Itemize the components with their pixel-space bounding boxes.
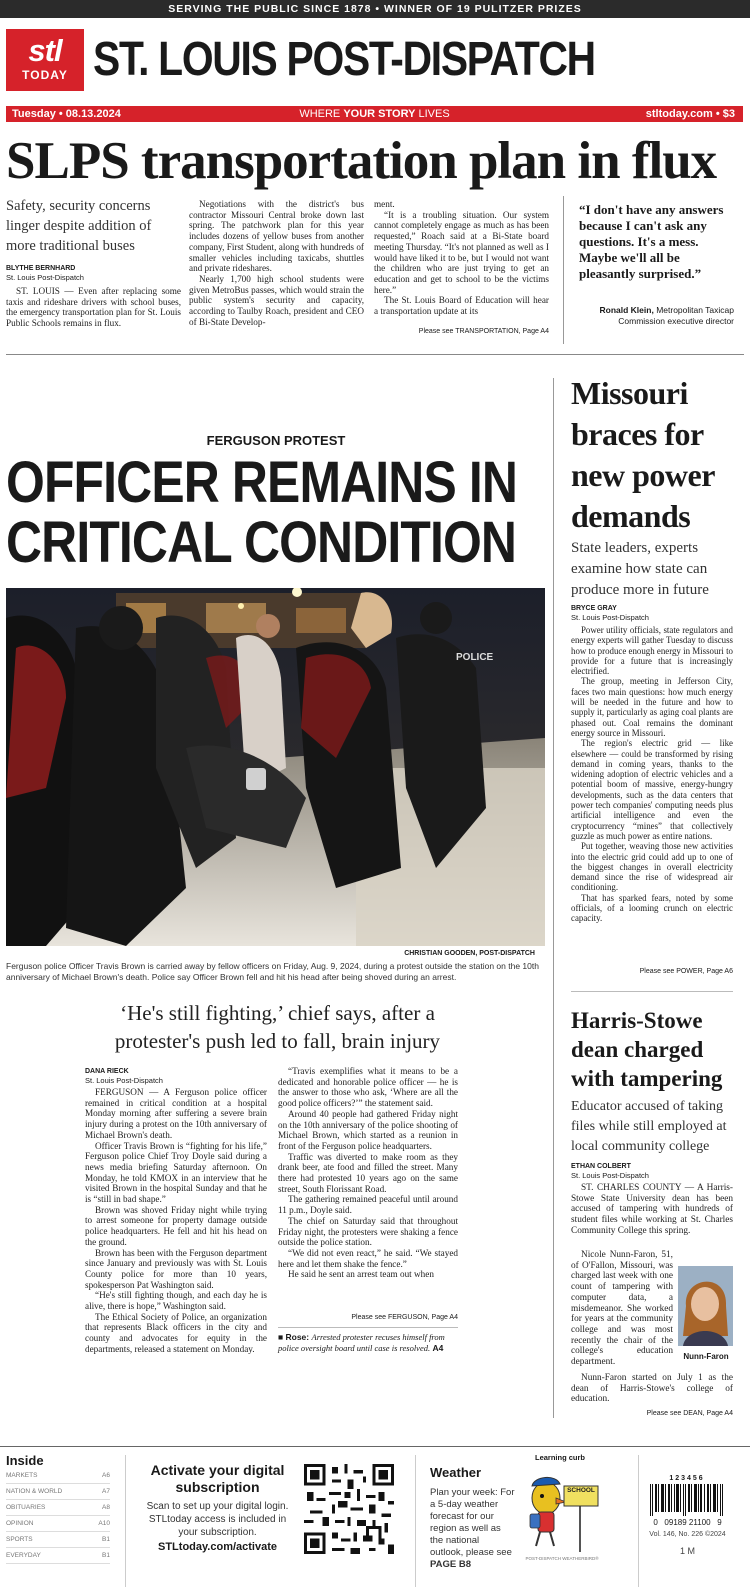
date-bar: [6, 106, 743, 122]
dean-byline-org: St. Louis Post-Dispatch: [571, 1171, 649, 1180]
barcode-number-top: 123456: [669, 1475, 705, 1482]
quote-attribution: Ronald Klein, Metropolitan Taxicap Commission executive director: [599, 305, 734, 326]
dean-byline: ETHAN COLBERT: [571, 1163, 631, 1170]
barcode-image: [650, 1484, 724, 1516]
activate-text: Scan to set up your digital login. STLtoday access is included in your subscription.: [146, 1501, 289, 1538]
logo-text: stl: [28, 33, 62, 68]
portrait-image: [678, 1266, 733, 1346]
weatherbird-icon: [522, 1466, 600, 1554]
lead-col2: Negotiations with the district's bus contractor Missouri Central broke down last spring. The patchwork plan for this year includes dozens of yellow buses from another company, First Student, along with hundreds of smaller vehicles including taxicabs, shuttles and private rideshares. Nearly 1,700 high school students were given MetroBus passes, which would strain the public system's security and capacity, according to Taulby Roach, president and CEO of Bi-State Develop-: [189, 199, 364, 327]
main-col1: FERGUSON — A Ferguson police officer remained in critical condition at a hospital Monday morning after suffering a severe brain injury during a protest on the 10th anniversary of Michael Brown's death. Officer Travis Brown is “fighting for his life,” Ferguson police Chief Troy Doyle said during a news media briefing Saturday afternoon. On Monday, he told KMOX in an interview that he visited Brown in the hospital Sunday and that he is “still in bad shape.” Brown was shoved Friday night while trying to arrest someone for property damage outside police headquarters. He fell and hit his head on the ground. Brown has been with the Ferguson department since January and previously was with St. Louis County police for more than 10 years, spokesperson Pat Washington said. “He's still fighting though, and each day he is alive, there is hope,” Washington said. The Ethical Society of Police, an organization that represents Black officers in the city and county and advocates for equity in the departments, released a statement on Monday.: [85, 1087, 267, 1354]
masthead-title: ST. LOUIS POST-DISPATCH: [93, 33, 595, 86]
edition-code: 1 M: [679, 1546, 695, 1556]
qr-code-image: [304, 1464, 394, 1554]
photo-credit: CHRISTIAN GOODEN, POST-DISPATCH: [404, 950, 535, 957]
barcode-digits: 0 09189 21100 9: [653, 1518, 722, 1527]
dean-body-bottom: Nunn-Faron started on July 1 as the dean of Harris-Stowe's college of education.: [571, 1373, 733, 1405]
main-headline-line1[interactable]: OFFICER REMAINS IN: [6, 450, 518, 515]
learning-curb-title: Learning curb: [534, 1453, 585, 1462]
divider: [571, 991, 733, 992]
main-byline: DANA RIECK: [85, 1068, 129, 1075]
divider: [638, 1455, 639, 1587]
school-sign-text: SCHOOL: [567, 1487, 595, 1494]
slogan: WHERE YOUR STORY LIVES: [299, 108, 450, 120]
inside-item[interactable]: EVERYDAY B1: [6, 1548, 110, 1564]
inside-item[interactable]: OBITUARIES A8: [6, 1500, 110, 1516]
inside-item[interactable]: NATION & WORLD A7: [6, 1484, 110, 1500]
lead-headline[interactable]: SLPS transportation plan in flux: [6, 132, 717, 190]
dean-body-mid: Nicole Nunn-Faron, 51, of O'Fallon, Missouri, was charged last week with one count of tampering with computer data, a misdemeanor. She worked for years at the community college and was most recently the chair of the college's education department.: [571, 1250, 673, 1368]
police-vest-text: POLICE: [456, 652, 494, 663]
nunn-faron-photo[interactable]: [678, 1266, 733, 1346]
weather-text: Plan your week: For a 5-day weather forecast for our region as well as the national outlook, please see PAGE B8: [430, 1487, 515, 1570]
dean-body-top: ST. CHARLES COUNTY — A Harris-Stowe State University dean has been accused of tampering with hundreds of student files while working at St. Charles Community College this spring.: [571, 1183, 733, 1236]
lead-deck: Safety, security concerns linger despite addition of more traditional buses: [6, 198, 152, 254]
lead-col3: ment. “It is a troubling situation. Our system cannot completely engage as much as has been requested,” Roach said at a Bi-State board meeting Thursday. “It's not planned as well as I would have liked it to be, but I would not want the children who are just trying to get an education and get to school to be the victims here.” The St. Louis Board of Education will hear a transportation update at its: [374, 199, 549, 317]
pull-quote: “I don't have any answers because I can't ask any questions. It's a mess. Maybe we'll all be pleasantly surprised.”: [579, 202, 724, 281]
dean-headline[interactable]: Harris-Stowe dean charged with tampering: [571, 1008, 723, 1091]
power-continued[interactable]: Please see POWER, Page A6: [639, 968, 733, 975]
activate-title: Activate your digital subscription: [150, 1462, 285, 1495]
main-headline-line2[interactable]: CRITICAL CONDITION: [6, 510, 517, 575]
photo-caption: Ferguson police Officer Travis Brown is carried away by fellow officers on Friday, Aug. 9, 2024, during a protest outside the station on the 10th anniversary of Michael Brown's death. Police say Officer Brown fell and hit his head after being shoved during an arrest.: [6, 961, 539, 982]
dean-continued[interactable]: Please see DEAN, Page A4: [646, 1410, 733, 1417]
lead-byline-org: St. Louis Post-Dispatch: [6, 273, 84, 282]
stltoday-logo[interactable]: [6, 29, 84, 91]
logo-subtext: TODAY: [22, 68, 68, 82]
power-byline: BRYCE GRAY: [571, 605, 617, 612]
related-story-rose[interactable]: ■ Rose: Arrested protester recuses himself from police oversight board until case is resolved. A4: [278, 1332, 445, 1353]
power-deck: State leaders, experts examine how state can produce more in future: [571, 540, 709, 598]
power-headline[interactable]: Missouri braces for new power demands: [571, 375, 715, 534]
main-col2: “Travis exemplifies what it means to be a dedicated and honorable police officer — he is the answer to those who ask, ‘Where are all the good police officers?’” the statement said. Around 40 people had gathered Friday night on the 10th anniversary of the police shooting of Michael Brown, which started as a reunion in front of the Ferguson police headquarters. Traffic was diverted to make room as they drank beer, ate food and filled the street. Many there had protested 10 years ago on the same street, South Florissant Road. The gathering remained peaceful until around 11 p.m., Doyle said. The chief on Saturday said that throughout Friday night, the protesters were shaking a fence outside the police station. “We did not even react,” he said. “We stayed here and let them shake the fence.” He said he sent an arrest team out when: [278, 1066, 458, 1280]
inside-index: [6, 1468, 110, 1564]
volume-info: Vol. 146, No. 226 ©2024: [649, 1531, 726, 1538]
main-kicker: FERGUSON PROTEST: [206, 433, 346, 448]
main-continued[interactable]: Please see FERGUSON, Page A4: [351, 1314, 458, 1321]
divider: [563, 196, 564, 344]
tagline-bar: SERVING THE PUBLIC SINCE 1878 • WINNER OF 19 PULITZER PRIZES: [0, 0, 750, 18]
price: stltoday.com • $3: [645, 108, 735, 120]
power-body: Power utility officials, state regulators and energy experts will gather Tuesday to discuss how to produce enough energy in Missouri to provide for a future that is increasingly electrified. The group, meeting in Jefferson City, faces two main questions: how much energy will be needed in the future and how to supply it, particularly as aging coal plants are phased out. Coal remains the dominant energy source in Missouri. The region's electric grid — like elsewhere — could be transformed by rising demand in coming years, thanks to the widening adoption of electric vehicles and a potential boom of massive, energy-hungry developments, such as the data centers that power tech companies' computing needs plus artificial intelligence and even the cryptocurrency “mines” that collectively guzzle as much power as entire nations. Put together, weaving those new activities into the electric grid could add up to one of the biggest changes in overall electricity demand since the rise of widespread air conditioning. That has sparked fears, noted by some officials, of a looming crunch on electric capacity.: [571, 625, 733, 924]
inside-title: Inside: [6, 1453, 44, 1468]
dean-deck: Educator accused of taking files while still employed at local community college: [571, 1099, 727, 1154]
weatherbird-cartoon[interactable]: [522, 1466, 600, 1554]
weather-title: Weather: [430, 1465, 482, 1480]
column-divider: [553, 378, 554, 1418]
power-byline-org: St. Louis Post-Dispatch: [571, 613, 649, 622]
inside-item[interactable]: MARKETS A6: [6, 1468, 110, 1484]
police-scene-image: [6, 588, 545, 946]
divider: [278, 1327, 458, 1328]
section-rule: [6, 354, 744, 355]
divider: [415, 1455, 416, 1587]
lead-col1: ST. LOUIS — Even after replacing some taxis and rideshare drivers with school buses, the emergency transportation plan for St. Louis Public Schools remains in flux.: [6, 286, 181, 329]
main-subhead[interactable]: ‘He's still fighting,’ chief says, after a protester's push led to fall, brain injury: [114, 1001, 441, 1053]
footer-rule: [0, 1446, 750, 1447]
divider: [125, 1455, 126, 1587]
issue-date: Tuesday • 08.13.2024: [12, 108, 121, 120]
inside-item[interactable]: SPORTS B1: [6, 1532, 110, 1548]
portrait-caption: Nunn-Faron: [683, 1352, 729, 1361]
barcode: [650, 1484, 724, 1516]
lead-byline: BLYTHE BERNHARD: [6, 265, 76, 272]
weatherbird-credit: POST-DISPATCH WEATHERBIRD®: [525, 1556, 599, 1561]
lead-continued[interactable]: Please see TRANSPORTATION, Page A4: [418, 328, 549, 335]
ferguson-photo[interactable]: [6, 588, 545, 946]
qr-code[interactable]: [304, 1464, 394, 1554]
main-byline-org: St. Louis Post-Dispatch: [85, 1076, 163, 1085]
inside-item[interactable]: OPINION A10: [6, 1516, 110, 1532]
activate-url[interactable]: STLtoday.com/activate: [158, 1541, 277, 1553]
